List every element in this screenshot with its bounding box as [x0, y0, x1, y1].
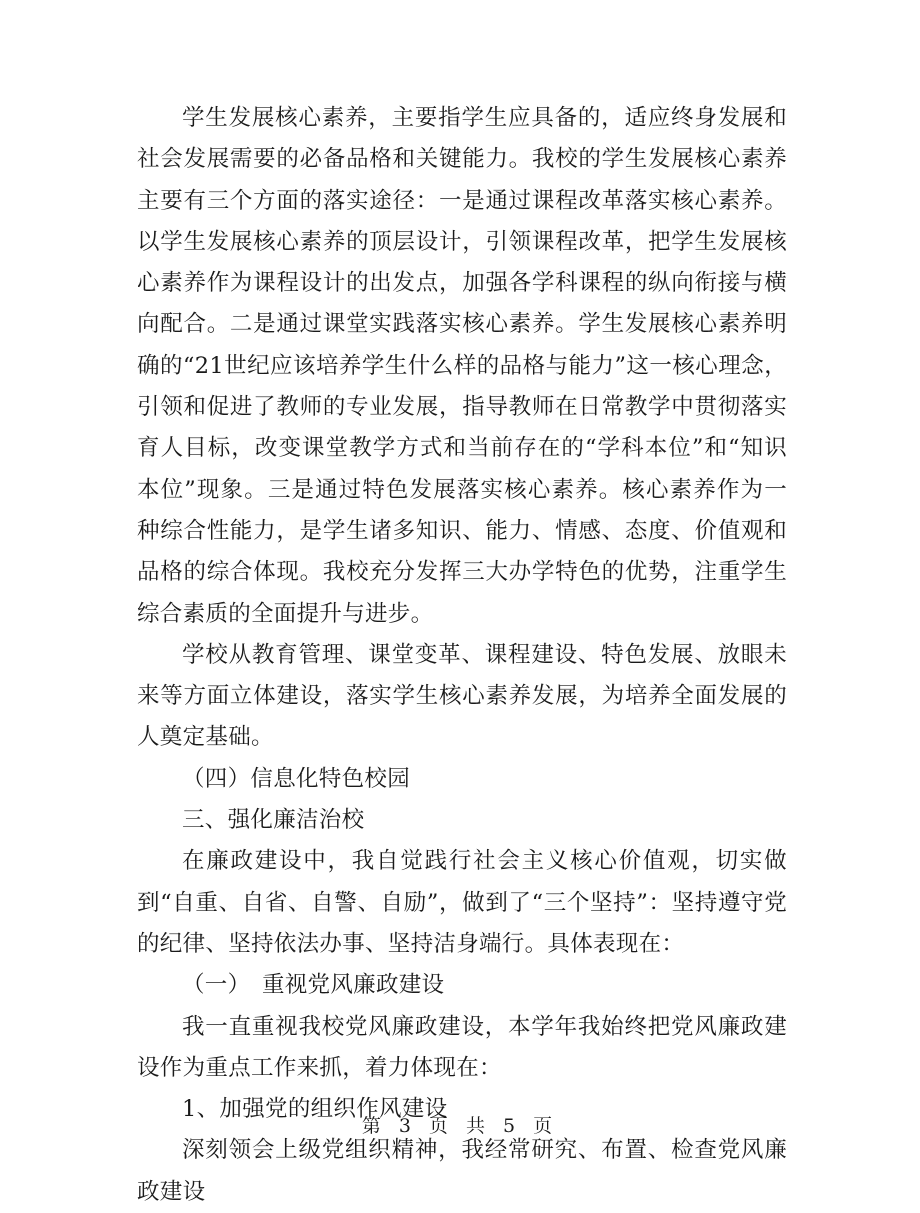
paragraph-integrity-building: 在廉政建设中，我自觉践行社会主义核心价值观，切实做到“自重、自省、自警、自励”，做到了“三个坚持”：坚持遵守党的纪律、坚持依法办事、坚持洁身端行。具体表现在： [137, 848, 787, 957]
document-body [137, 98, 787, 1213]
paragraph-party-conduct: 我一直重视我校党风廉政建设，本学年我始终把党风廉政建设作为重点工作来抓，着力体现在： [137, 1013, 787, 1081]
heading-organization-style: 1、加强党的组织作风建设 [182, 1096, 448, 1123]
paragraph-organization-spirit: 深刻领会上级党组织精神，我经常研究、布置、检查党风廉政建设 [137, 1137, 787, 1205]
heading-party-conduct: （一） 重视党风廉政建设 [182, 972, 445, 999]
heading-integrity-governance: 三、强化廉洁治校 [182, 807, 365, 834]
paragraph-core-literacy: 学生发展核心素养，主要指学生应具备的，适应终身发展和社会发展需要的必备品格和关键能力。我校的学生发展核心素养主要有三个方面的落实途径：一是通过课程改革落实核心素养。以学生发展核心素养的顶层设计，引领课程改革，把学生发展核心素养作为课程设计的出发点，加强各学科课程的纵向衔接与横向配合。二是通过课堂实践落实核心素养。学生发展核心素养明确的“21世纪应该培养学生什么样的品格与能力”这一核心理念，引领和促进了教师的专业发展，指导教师在日常教学中贯彻落实育人目标，改变课堂教学方式和当前存在的“学科本位”和“知识本位”现象。三是通过特色发展落实核心素养。核心素养作为一种综合性能力，是学生诸多知识、能力、情感、态度、价值观和品格的综合体现。我校充分发挥三大办学特色的优势，注重学生综合素质的全面提升与进步。 [137, 105, 787, 627]
heading-informatization-campus: （四）信息化特色校园 [182, 765, 411, 792]
page-number-footer: 第 3 页 共 5 页 [361, 1115, 559, 1137]
paragraph-school-construction: 学校从教育管理、课堂变革、课程建设、特色发展、放眼未来等方面立体建设，落实学生核心素养发展，为培养全面发展的人奠定基础。 [137, 641, 787, 751]
